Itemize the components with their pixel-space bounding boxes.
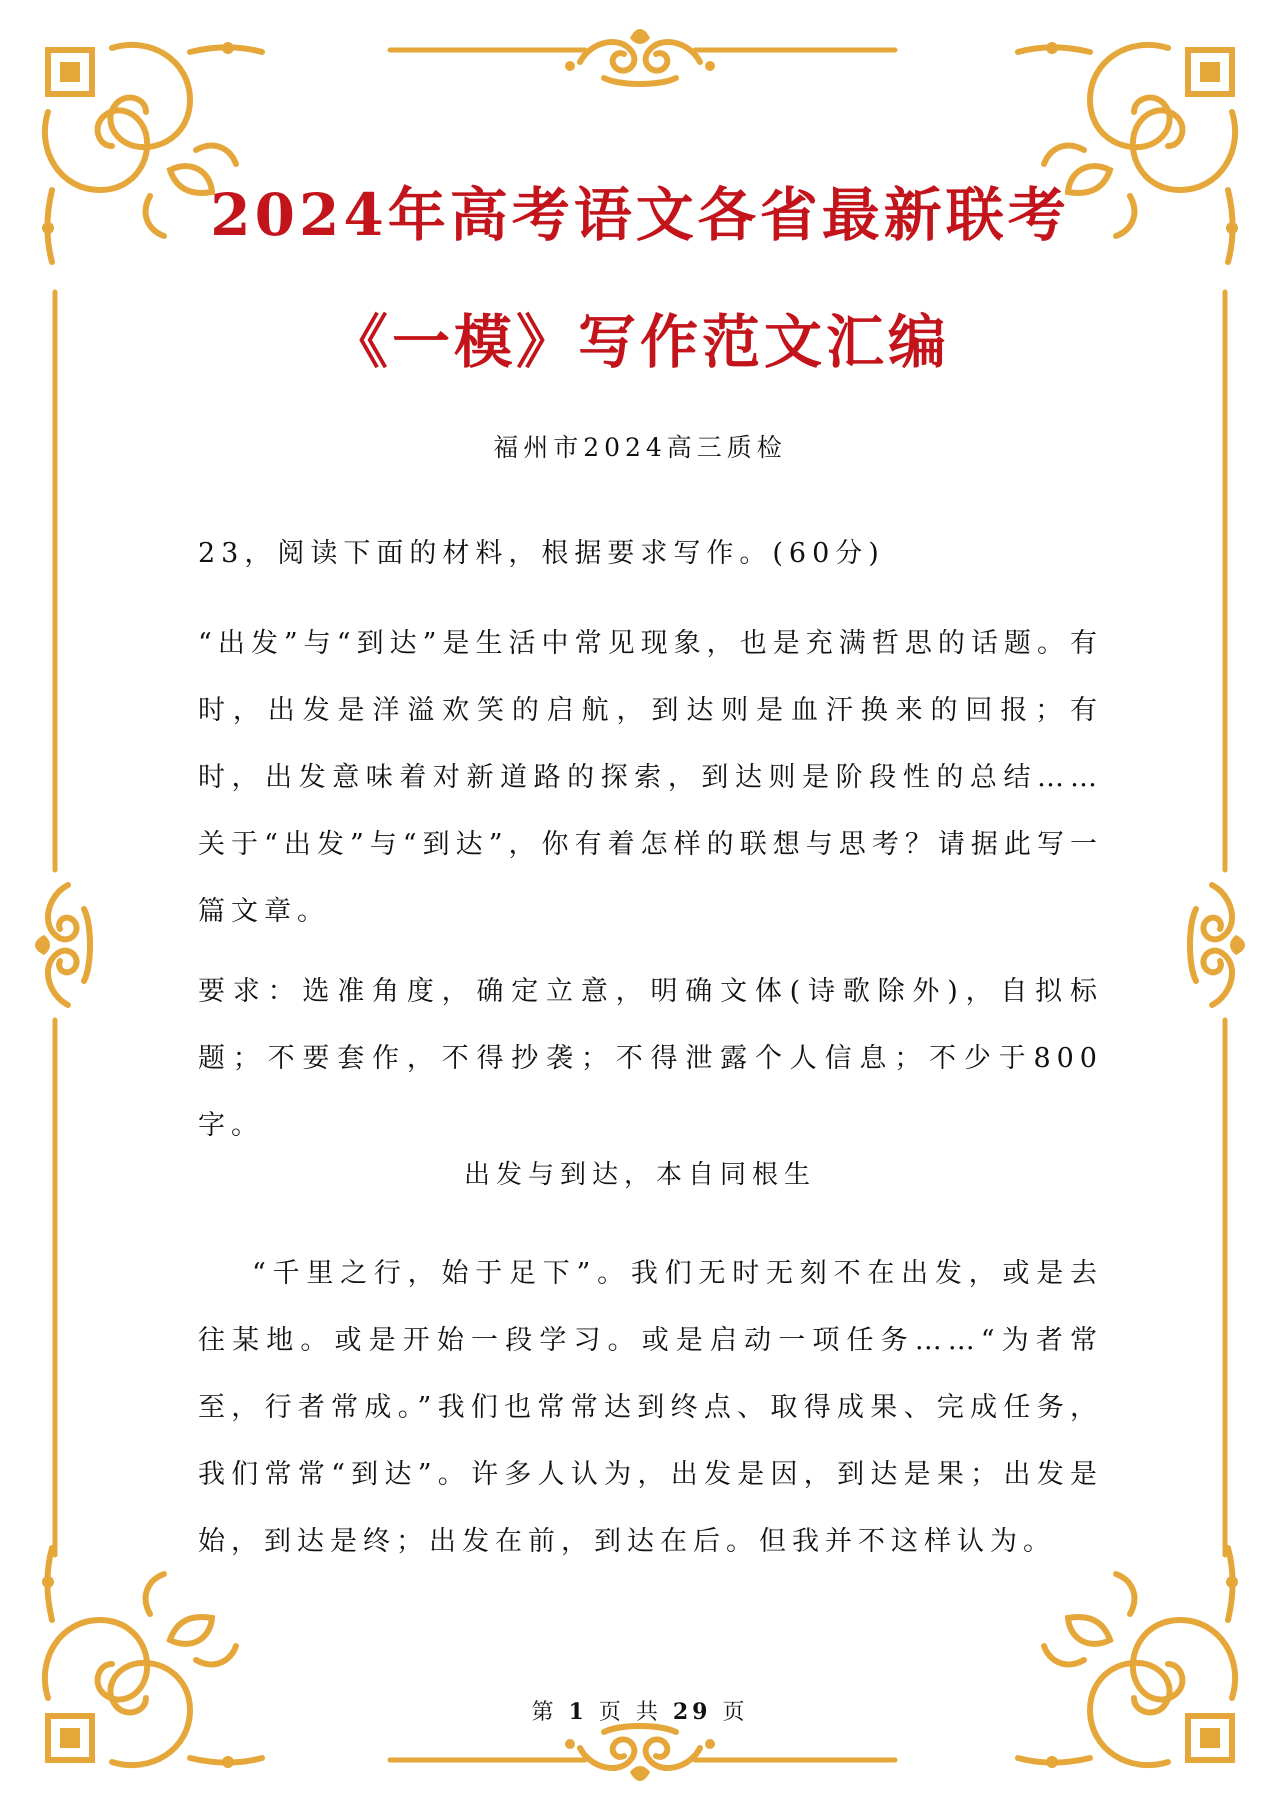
- corner-ornament-bottom-left: [42, 1548, 262, 1768]
- right-center-ornament: [1190, 885, 1245, 1005]
- document-title-line-1: 2024年高考语文各省最新联考: [210, 181, 1070, 249]
- question-prompt: 23，阅读下面的材料，根据要求写作。(60分): [198, 538, 885, 569]
- requirements-paragraph: 要求：选准角度，确定立意，明确文体(诗歌除外)，自拟标题；不要套作，不得抄袭；不得泄露个人信息；不少于800字。: [198, 976, 1103, 1141]
- page-suffix: 页: [722, 1700, 749, 1725]
- document-title-line-2: 《一模》写作范文汇编: [329, 308, 950, 376]
- bottom-center-ornament: [565, 1726, 715, 1781]
- essay-paragraph: “千里之行，始于足下”。我们无时无刻不在出发，或是去往某地。或是开始一段学习。或是启动一项任务……“为者常至，行者常成。”我们也常常达到终点、取得成果、完成任务，我们常常“到达”。许多人认为，出发是因，到达是果；出发是始，到达是终；出发在前，到达在后。但我并不这样认为。: [198, 1258, 1103, 1557]
- page-current: 1: [568, 1699, 588, 1725]
- page-middle: 页 共: [598, 1700, 662, 1725]
- corner-ornament-bottom-right: [1018, 1548, 1238, 1768]
- top-center-ornament: [565, 29, 715, 84]
- material-paragraph: “出发”与“到达”是生活中常见现象，也是充满哲思的话题。有时，出发是洋溢欢笑的启航，到达则是血汗换来的回报；有时，出发意味着对新道路的探索，到达则是阶段性的总结……关于“出发”与“到达”，你有着怎样的联想与思考？请据此写一篇文章。: [198, 628, 1103, 927]
- page-number-footer: [0, 1695, 1280, 1726]
- page-prefix: 第: [531, 1700, 558, 1725]
- page-total: 29: [672, 1699, 712, 1725]
- left-center-ornament: [35, 885, 90, 1005]
- exam-source-subtitle: 福州市2024高三质检: [493, 433, 787, 462]
- essay-title: 出发与到达，本自同根生: [463, 1160, 816, 1190]
